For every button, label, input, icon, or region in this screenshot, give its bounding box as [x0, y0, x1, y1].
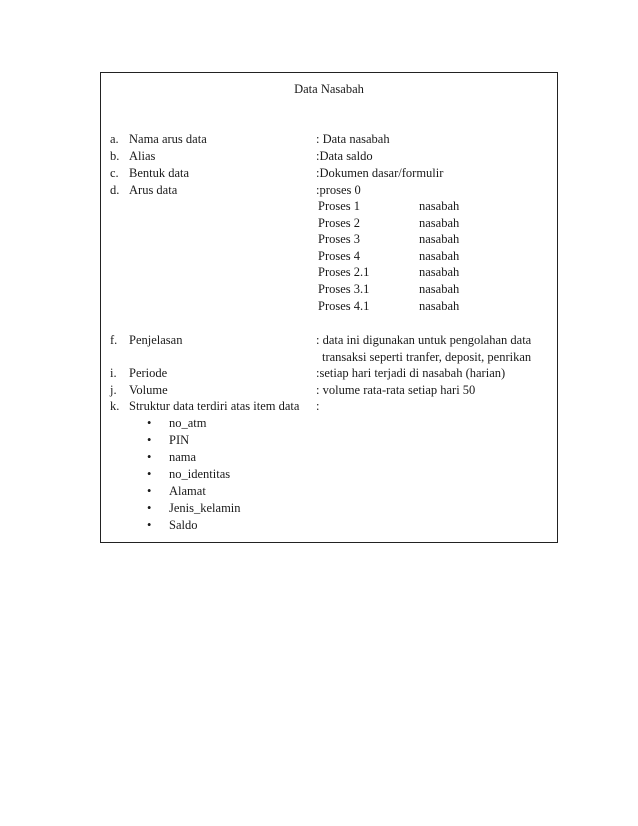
list-item-text: PIN [169, 433, 190, 447]
list-item [101, 415, 557, 432]
field-letter: i. [110, 366, 117, 380]
field-penjelasan [101, 332, 557, 349]
field-label: Arus data [129, 183, 178, 197]
bullet-icon: • [147, 450, 152, 464]
flow-target: nasabah [419, 265, 460, 279]
field-label: Bentuk data [129, 166, 190, 180]
flow-target: nasabah [419, 299, 460, 313]
list-item [101, 449, 557, 466]
bullet-icon: • [147, 416, 152, 430]
field-volume [101, 382, 557, 399]
list-item [101, 517, 557, 534]
field-arus-data [101, 182, 557, 199]
field-letter: a. [110, 132, 119, 146]
list-item-text: Saldo [169, 518, 198, 532]
list-item-text: no_atm [169, 416, 207, 430]
bullet-icon: • [147, 501, 152, 515]
bullet-icon: • [147, 433, 152, 447]
flow-process: Proses 4 [318, 249, 361, 263]
field-value: :Data saldo [316, 149, 373, 163]
field-value: : [316, 399, 320, 413]
field-label: Periode [129, 366, 168, 380]
document-title: Data Nasabah [294, 82, 364, 96]
flow-row [101, 248, 557, 265]
flow-process: Proses 2.1 [318, 265, 370, 279]
flow-target: nasabah [419, 249, 460, 263]
field-letter: b. [110, 149, 120, 163]
flow-row [101, 215, 557, 232]
field-value: :setiap hari terjadi di nasabah (harian) [316, 366, 506, 380]
field-value: : volume rata-rata setiap hari 50 [316, 383, 476, 397]
flow-row [101, 298, 557, 315]
flow-row [101, 281, 557, 298]
field-periode [101, 365, 557, 382]
field-nama-arus-data [101, 131, 557, 148]
data-dictionary-box [100, 72, 558, 543]
list-item-text: no_identitas [169, 467, 231, 481]
field-letter: c. [110, 166, 119, 180]
list-item-text: nama [169, 450, 197, 464]
field-letter: f. [110, 333, 118, 347]
field-label: Volume [129, 383, 168, 397]
flow-row [101, 264, 557, 281]
list-item [101, 466, 557, 483]
flow-process: Proses 4.1 [318, 299, 370, 313]
field-value-continued: transaksi seperti tranfer, deposit, penrikan [322, 350, 532, 364]
flow-target: nasabah [419, 282, 460, 296]
field-penjelasan-continued [101, 349, 557, 366]
flow-process: Proses 1 [318, 199, 361, 213]
flow-target: nasabah [419, 232, 460, 246]
list-item-text: Alamat [169, 484, 206, 498]
flow-process: Proses 2 [318, 216, 361, 230]
field-struktur-data [101, 398, 557, 415]
flow-process: Proses 3 [318, 232, 361, 246]
field-letter: j. [110, 383, 117, 397]
bullet-icon: • [147, 518, 152, 532]
field-value: : data ini digunakan untuk pengolahan data [316, 333, 532, 347]
field-label: Struktur data terdiri atas item data [129, 399, 300, 413]
field-alias [101, 148, 557, 165]
flow-row [101, 198, 557, 215]
field-letter: d. [110, 183, 120, 197]
field-label: Penjelasan [129, 333, 183, 347]
list-item [101, 500, 557, 517]
field-bentuk-data [101, 165, 557, 182]
field-label: Alias [129, 149, 156, 163]
bullet-icon: • [147, 484, 152, 498]
field-label: Nama arus data [129, 132, 207, 146]
field-value: :Dokumen dasar/formulir [316, 166, 444, 180]
field-value: :proses 0 [316, 183, 361, 197]
field-letter: k. [110, 399, 120, 413]
field-value: : Data nasabah [316, 132, 390, 146]
bullet-icon: • [147, 467, 152, 481]
flow-row [101, 231, 557, 248]
flow-process: Proses 3.1 [318, 282, 370, 296]
flow-target: nasabah [419, 199, 460, 213]
list-item [101, 432, 557, 449]
flow-target: nasabah [419, 216, 460, 230]
list-item [101, 483, 557, 500]
list-item-text: Jenis_kelamin [169, 501, 241, 515]
